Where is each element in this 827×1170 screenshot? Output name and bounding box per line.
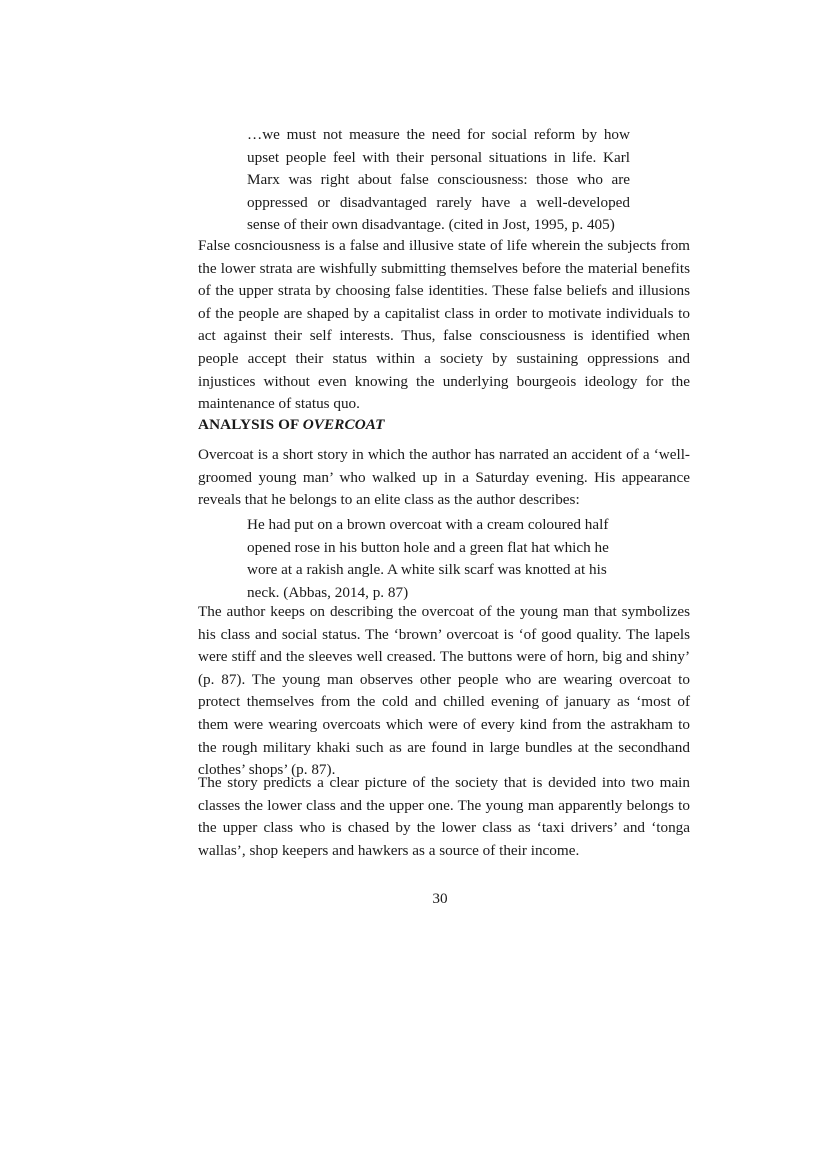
paragraph-society-classes: The story predicts a clear picture of the society that is devided into two main classes the lower class and the upper one. The young man apparently belongs to the upper class who is chased by the lower class as ‘taxi drivers’ and ‘tonga wallas’, shop keepers and hawkers as a source of their income. (198, 774, 690, 859)
heading-story-title: OVERCOAT (302, 416, 385, 433)
paragraph-false-consciousness: False cosnciousness is a false and illusive state of life wherein the subjects from the lower strata are wishfully submitting themselves before the material benefits of the upper strata by choosing false identities. These false beliefs and illusions of the people are shaped by a capitalist class in order to motivate individuals to act against their self interests. Thus, false consciousness is identified when people accept their status within a society by sustaining oppressions and injustices without even knowing the underlying bourgeois ideology for the maintenance of status quo. (198, 237, 690, 413)
block-quote-marx: …we must not measure the need for social reform by how upset people feel with their personal situations in life. Karl Marx was right about false consciousness: those who are oppressed or disadvantaged rarely have a well-developed sense of their own disadvantage. (cited in Jost, 1995, p. 405) (247, 126, 630, 234)
page-number: 30 (432, 890, 448, 907)
block-quote-abbas: He had put on a brown overcoat with a cream coloured half opened rose in his button hole and a green flat hat which he wore at a rakish angle. A white silk scarf was knotted at his neck. (Abbas, 2014, p. 87) (247, 516, 609, 601)
paragraph-overcoat-intro: Overcoat is a short story in which the author has narrated an accident of a ‘well-groomed young man’ who walked up in a Saturday evening. His appearance reveals that he belongs to an elite class as the author describes: (198, 446, 690, 509)
paragraph-overcoat-description: The author keeps on describing the overcoat of the young man that symbolizes his class and social status. The ‘brown’ overcoat is ‘of good quality. The lapels were stiff and the sleeves well creased. The buttons were of horn, big and shiny’ (p. 87). The young man observes other people who are wearing overcoat to protect themselves from the cold and chilled evening of january as ‘most of them were wearing overcoats which were of every kind from the astrakham to the rough military khaki such as are found in large bundles at the secondhand clothes’ shops’ (p. 87). (198, 603, 690, 779)
heading-prefix: ANALYSIS OF (198, 416, 303, 433)
section-heading (198, 416, 385, 434)
